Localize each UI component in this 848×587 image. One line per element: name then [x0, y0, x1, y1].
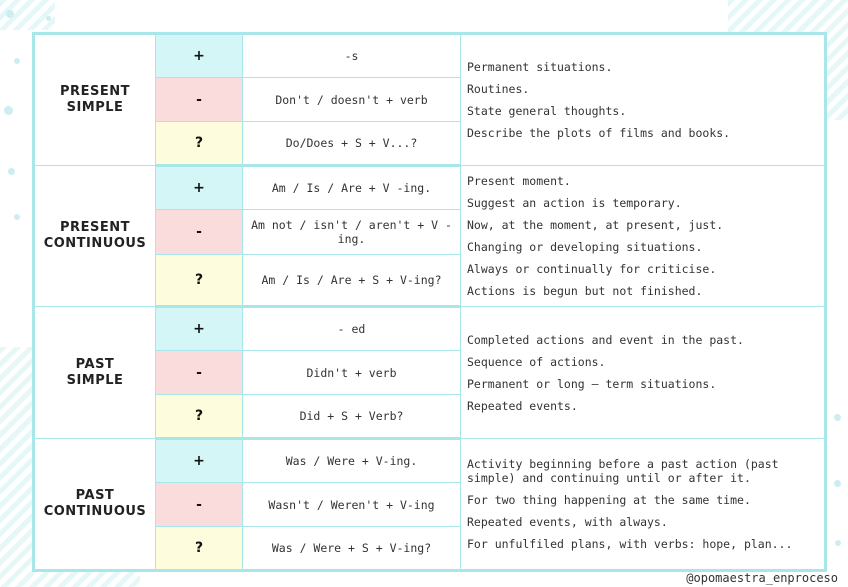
use-item: Always or continually for criticise.: [467, 262, 717, 276]
form-structure: Don't / doesn't + verb: [243, 78, 461, 122]
use-item: Suggest an action is temporary.: [467, 196, 682, 210]
form-structure: - ed: [243, 307, 461, 351]
form-structure: Am / Is / Are + V -ing.: [243, 166, 461, 210]
tense-name-line: PRESENT: [60, 220, 130, 235]
form-structure: Am not / isn't / aren't + V -ing.: [243, 210, 461, 254]
form-structure: Did + S + Verb?: [243, 395, 461, 439]
form-structure: Was / Were + V-ing.: [243, 439, 461, 483]
tense-row: [34, 166, 826, 210]
tense-name: [34, 166, 156, 307]
tense-row: [34, 439, 826, 483]
form-structure: Am / Is / Are + S + V-ing?: [243, 254, 461, 306]
question-symbol: ?: [156, 395, 243, 439]
tense-name: [34, 307, 156, 439]
tense-name-line: SIMPLE: [66, 372, 124, 388]
form-structure: Didn't + verb: [243, 351, 461, 395]
tense-row: [34, 34, 826, 78]
question-symbol: ?: [156, 527, 243, 571]
use-item: Permanent or long – term situations.: [467, 376, 717, 391]
tense-name-line: SIMPLE: [66, 100, 124, 115]
decorative-dot: [834, 480, 841, 487]
use-item: Permanent situations.: [467, 60, 613, 74]
decorative-dot: [6, 10, 14, 18]
tense-uses: [461, 439, 826, 571]
use-item: Changing or developing situations.: [467, 240, 703, 254]
form-structure: Wasn't / Weren't + V-ing: [243, 483, 461, 527]
decorative-dot: [8, 168, 15, 175]
tense-uses: [461, 307, 826, 439]
use-item: For two thing happening at the same time.: [467, 493, 751, 507]
negative-symbol: -: [156, 483, 243, 527]
tense-uses: [461, 166, 826, 307]
tense-name-line: PRESENT: [60, 84, 130, 99]
credit: @opomaestra_enproceso: [686, 571, 838, 585]
tense-name: [34, 439, 156, 571]
tense-name-line: CONTINUOUS: [43, 504, 147, 519]
tense-name-line: CONTINUOUS: [43, 236, 147, 251]
negative-symbol: -: [156, 210, 243, 254]
use-item: Routines.: [467, 82, 530, 96]
negative-symbol: -: [156, 351, 243, 395]
use-item: Actions is begun but not finished.: [467, 284, 703, 298]
tense-uses: [461, 34, 826, 166]
use-item: Present moment.: [467, 174, 571, 188]
use-item: Now, at the moment, at present, just.: [467, 218, 724, 232]
verb-tenses-table: [32, 32, 827, 572]
decorative-dot: [46, 16, 51, 21]
form-structure: Was / Were + S + V-ing?: [243, 527, 461, 571]
form-structure: Do/Does + S + V...?: [243, 122, 461, 166]
affirmative-symbol: +: [156, 307, 243, 351]
tense-name-line: PAST: [75, 488, 115, 503]
use-item: State general thoughts.: [467, 104, 627, 118]
affirmative-symbol: +: [156, 166, 243, 210]
use-item: Repeated events, with always.: [467, 515, 668, 529]
use-item: Repeated events.: [467, 398, 578, 413]
use-item: Activity beginning before a past action (past simple) and continuing until or after it.: [467, 457, 779, 485]
negative-symbol: -: [156, 78, 243, 122]
question-symbol: ?: [156, 254, 243, 306]
affirmative-symbol: +: [156, 439, 243, 483]
use-item: Completed actions and event in the past.: [467, 332, 744, 347]
use-item: For unfulfiled plans, with verbs: hope, plan...: [467, 537, 793, 551]
decorative-dot: [835, 540, 841, 546]
form-structure: -s: [243, 34, 461, 78]
decorative-dot: [14, 58, 20, 64]
decorative-dot: [14, 214, 20, 220]
use-item: Describe the plots of films and books.: [467, 126, 731, 140]
decorative-dot: [834, 414, 841, 421]
affirmative-symbol: +: [156, 34, 243, 78]
question-symbol: ?: [156, 122, 243, 166]
tense-name: [34, 34, 156, 166]
tense-name-line: PAST: [75, 356, 115, 372]
use-item: Sequence of actions.: [467, 354, 606, 369]
decorative-dot: [4, 106, 13, 115]
tense-row: [34, 307, 826, 351]
